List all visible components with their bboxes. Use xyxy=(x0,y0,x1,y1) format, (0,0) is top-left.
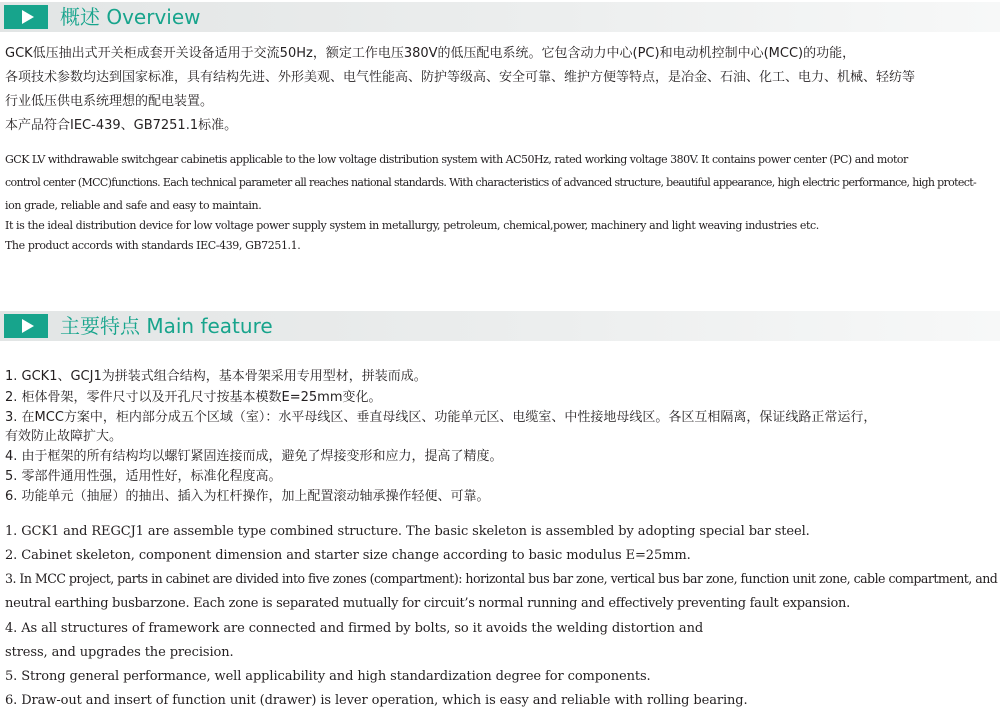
overview-en-line-5: The product accords with standards IEC-439, GB7251.1. xyxy=(5,239,301,252)
overview-zh-line-3: 行业低压供电系统理想的配电装置。 xyxy=(5,94,214,109)
feature-zh-line-6: 5. 零部件通用性强，适用性好，标准化程度高。 xyxy=(5,469,282,484)
feature-en-line-6: stress, and upgrades the precision. xyxy=(5,645,234,660)
play-arrow-icon xyxy=(4,5,48,29)
overview-en-line-3: ion grade, reliable and safe and easy to maintain. xyxy=(5,199,262,212)
feature-title: 主要特点 Main feature xyxy=(60,314,273,338)
feature-zh-line-2: 2. 柜体骨架，零件尺寸以及开孔尺寸按基本模数E=25mm变化。 xyxy=(5,390,382,405)
feature-zh-line-7: 6. 功能单元（抽屉）的抽出、插入为杠杆操作，加上配置滚动轴承操作轻便、可靠。 xyxy=(5,489,490,504)
feature-header xyxy=(0,311,1000,341)
feature-en-line-3: 3. In MCC project, parts in cabinet are divided into five zones (compartment): horizontal bus bar zone, vertical bus bar zone, function unit zone, cable compartment, and xyxy=(5,572,998,587)
feature-zh-line-4: 有效防止故障扩大。 xyxy=(5,429,123,444)
overview-en-line-1: GCK LV withdrawable switchgear cabinetis applicable to the low voltage distribution system with AC50Hz, rated working voltage 380V. It contains power center (PC) and motor xyxy=(5,153,908,166)
feature-zh-line-3: 3. 在MCC方案中，柜内部分成五个区域（室）：水平母线区、垂直母线区、功能单元区、电缆室、中性接地母线区。各区互相隔离，保证线路正常运行， xyxy=(5,410,877,425)
overview-zh-line-4: 本产品符合IEC-439、GB7251.1标准。 xyxy=(5,118,238,133)
feature-en-line-4: neutral earthing busbarzone. Each zone is separated mutually for circuit’s normal running and effectively preventing fault expansion. xyxy=(5,596,850,611)
feature-en-line-7: 5. Strong general performance, well applicability and high standardization degree for components. xyxy=(5,669,651,684)
feature-zh-line-5: 4. 由于框架的所有结构均以螺钉紧固连接而成，避免了焊接变形和应力，提高了精度。 xyxy=(5,449,503,464)
feature-en-line-1: 1. GCK1 and REGCJ1 are assemble type combined structure. The basic skeleton is assembled by adopting special bar steel. xyxy=(5,524,810,539)
play-arrow-icon xyxy=(4,314,48,338)
feature-zh-line-1: 1. GCK1、GCJ1为拼装式组合结构，基本骨架采用专用型材，拼装而成。 xyxy=(5,369,427,384)
overview-title: 概述 Overview xyxy=(60,5,201,29)
overview-header xyxy=(0,2,1000,32)
overview-en-line-4: It is the ideal distribution device for low voltage power supply system in metallurgy, petroleum, chemical,power, machinery and light weaving industries etc. xyxy=(5,219,819,232)
overview-en-line-2: control center (MCC)functions. Each technical parameter all reaches national standards. With characteristics of advanced structure, beautiful appearance, high electric performance, high protect- xyxy=(5,176,977,189)
feature-en-line-5: 4. As all structures of framework are connected and firmed by bolts, so it avoids the welding distortion and xyxy=(5,621,704,636)
overview-zh-line-2: 各项技术参数均达到国家标准，具有结构先进、外形美观、电气性能高、防护等级高、安全可靠、维护方便等特点，是冶金、石油、化工、电力、机械、轻纺等 xyxy=(5,70,916,85)
overview-zh-line-1: GCK低压抽出式开关柜成套开关设备适用于交流50Hz，额定工作电压380V的低压配电系统。它包含动力中心(PC)和电动机控制中心(MCC)的功能， xyxy=(5,46,856,61)
feature-en-line-2: 2. Cabinet skeleton, component dimension and starter size change according to basic modulus E=25mm. xyxy=(5,548,691,563)
feature-en-line-8: 6. Draw-out and insert of function unit (drawer) is lever operation, which is easy and reliable with rolling bearing. xyxy=(5,693,748,708)
